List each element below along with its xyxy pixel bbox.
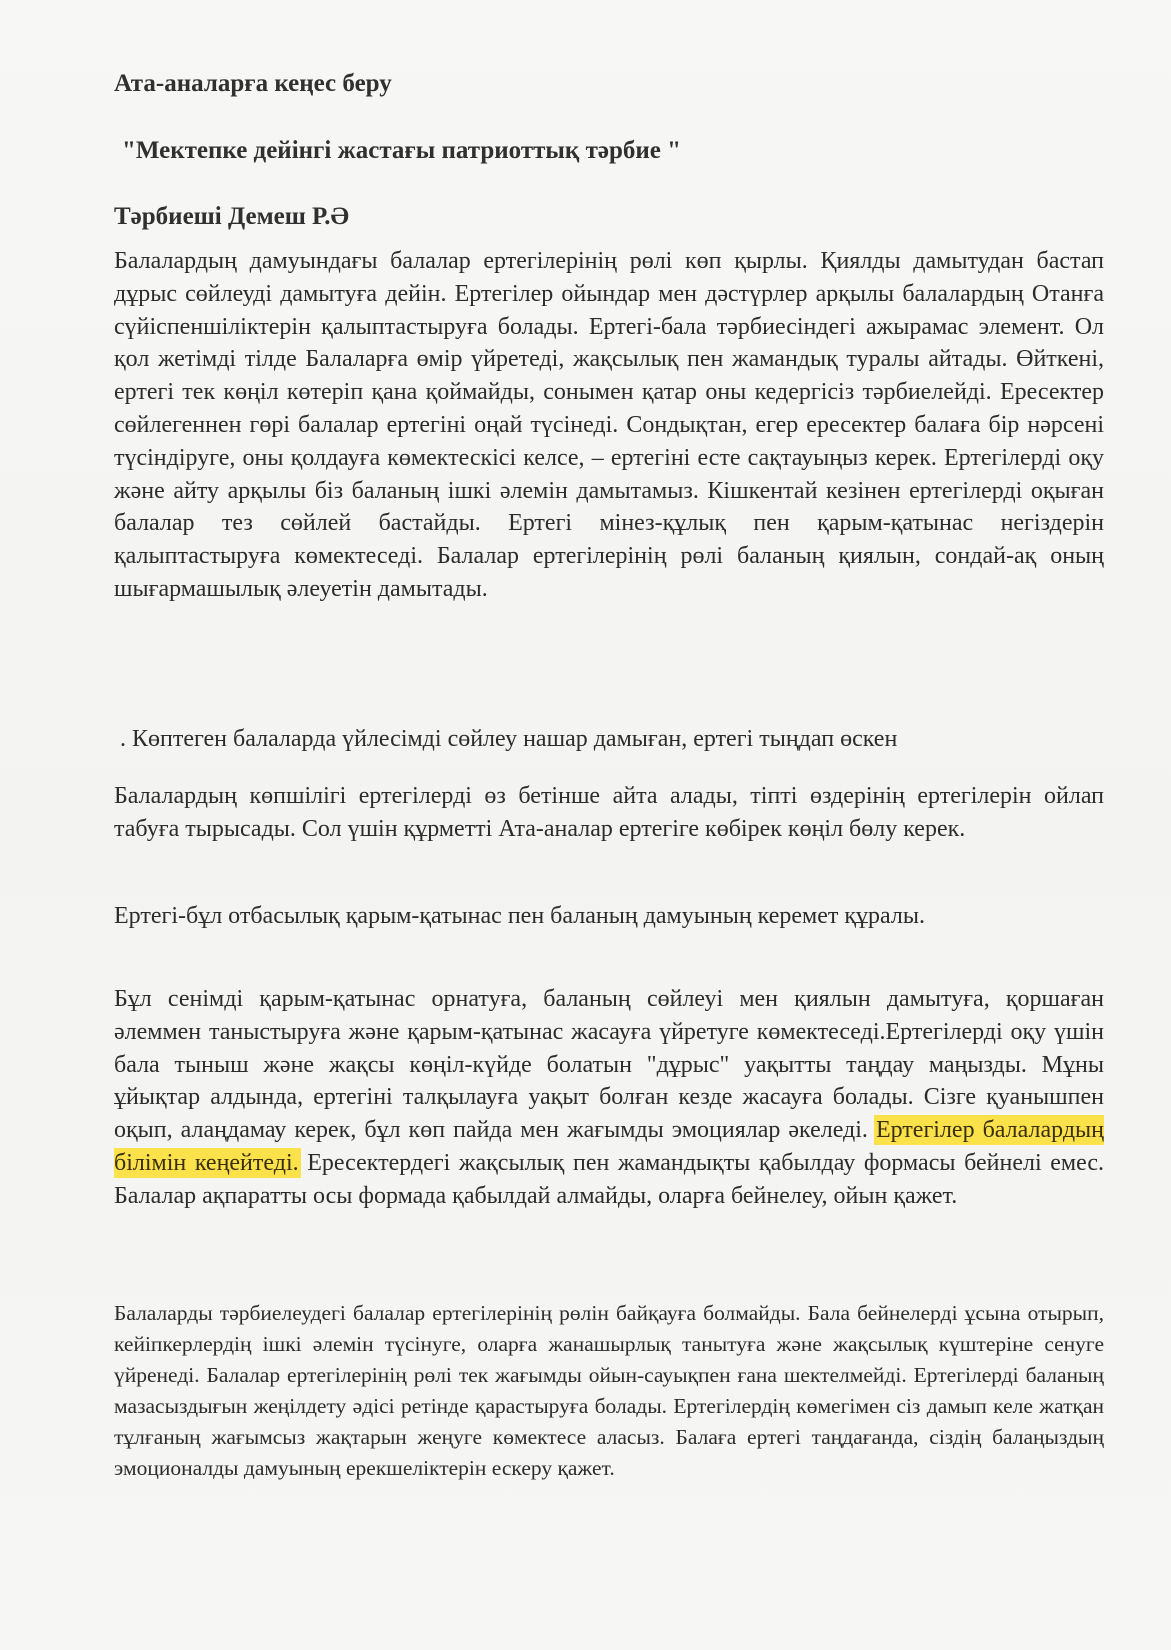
- paragraph-2: . Көптеген балаларда үйлесімді сөйлеу нашар дамыған, ертегі тыңдап өскен: [120, 726, 898, 752]
- paragraph-6: Балаларды тәрбиелеудегі балалар ертегілерінің рөлін байқауға болмайды. Бала бейнелерді ұсына отырып, кейіпкерлердің ішкі әлемін түсінуге, оларға жанашырлық танытуға және жақсылық күштеріне сенуге үйренеді. Балалар ертегілерінің рөлі тек жағымды ойын-сауықпен ғана шектелмейді. Ертегілерді баланың мазасыздығын жеңілдету әдісі ретінде қарастыруға болады. Ертегілердің көмегімен сіз дамып келе жатқан тұлғаның жағымсыз жақтарын жеңуге көмектесе аласыз. Балаға ертегі таңдағанда, сіздің балаңыздың эмоционалды дамуының ерекшеліктерін ескеру қажет.: [114, 1301, 1104, 1480]
- author-line: Тәрбиеші Демеш Р.Ә: [114, 203, 349, 230]
- paragraph-3: Балалардың көпшілігі ертегілерді өз бетінше айта алады, тіпті өздерінің ертегілерін ойлап табуға тырысады. Сол үшін құрметті Ата-аналар ертегіге көбірек көңіл бөлу керек.: [114, 783, 1104, 842]
- document-subtitle: "Мектепке дейінгі жастағы патриоттық тәрбие ": [122, 137, 681, 164]
- document-title: Ата-аналарға кеңес беру: [114, 70, 392, 97]
- paragraph-5: [114, 983, 1104, 1213]
- paragraph-1: Балалардың дамуындағы балалар ертегілерінің рөлі көп қырлы. Қиялды дамытудан бастап дұрыс сөйлеуді дамытуға дейін. Ертегілер ойындар мен дәстүрлер арқылы балалардың Отанға сүйіспеншіліктерін қалыптастыруға болады. Ертегі-бала тәрбиесіндегі ажырамас элемент. Ол қол жетімді тілде Балаларға өмір үйретеді, жақсылық пен жамандық туралы айтады. Өйткені, ертегі тек көңіл көтеріп қана қоймайды, сонымен қатар оны кедергісіз тәрбиелейді. Ересектер сөйлегеннен гөрі балалар ертегіні оңай түсінеді. Сондықтан, егер ересектер балаға бір нәрсені түсіндіруге, оны қолдауға көмектескісі келсе, – ертегіні есте сақтауыңыз керек. Ертегілерді оқу және айту арқылы біз баланың ішкі әлемін дамытамыз. Кішкентай кезінен ертегілерді оқыған балалар тез сөйлей бастайды. Ертегі мінез-құлық пен қарым-қатынас негіздерін қалыптастыруға көмектеседі. Балалар ертегілерінің рөлі баланың қиялын, сондай-ақ оның шығармашылық әлеуетін дамытады.: [114, 248, 1104, 602]
- highlighted-sentence: Ертегілер балалардың білімін кеңейтеді.: [114, 1117, 1104, 1176]
- paragraph-5-text-before: Бұл сенімді қарым-қатынас орнатуға, баланың сөйлеуі мен қиялын дамытуға, қоршаған әлеммен таныстыруға және қарым-қатынас жасауға үйретуге көмектеседі.Ертегілерді оқу үшін бала тыныш және жақсы көңіл-күйде болатын "дұрыс" уақытты таңдау маңызды. Мұны ұйықтар алдында, ертегіні талқылауға уақыт болған кезде жасауға болады. Сізге қуанышпен оқып, алаңдамау керек, бұл көп пайда мен жағымды эмоциялар әкеледі.: [114, 986, 1104, 1144]
- paragraph-4: Ертегі-бұл отбасылық қарым-қатынас пен баланың дамуының керемет құралы.: [114, 903, 925, 929]
- paragraph-5-text-after: Ересектердегі жақсылық пен жамандықты қабылдау формасы бейнелі емес. Балалар ақпаратты осы формада қабылдай алмайды, оларға бейнелеу, ойын қажет.: [114, 1149, 1104, 1209]
